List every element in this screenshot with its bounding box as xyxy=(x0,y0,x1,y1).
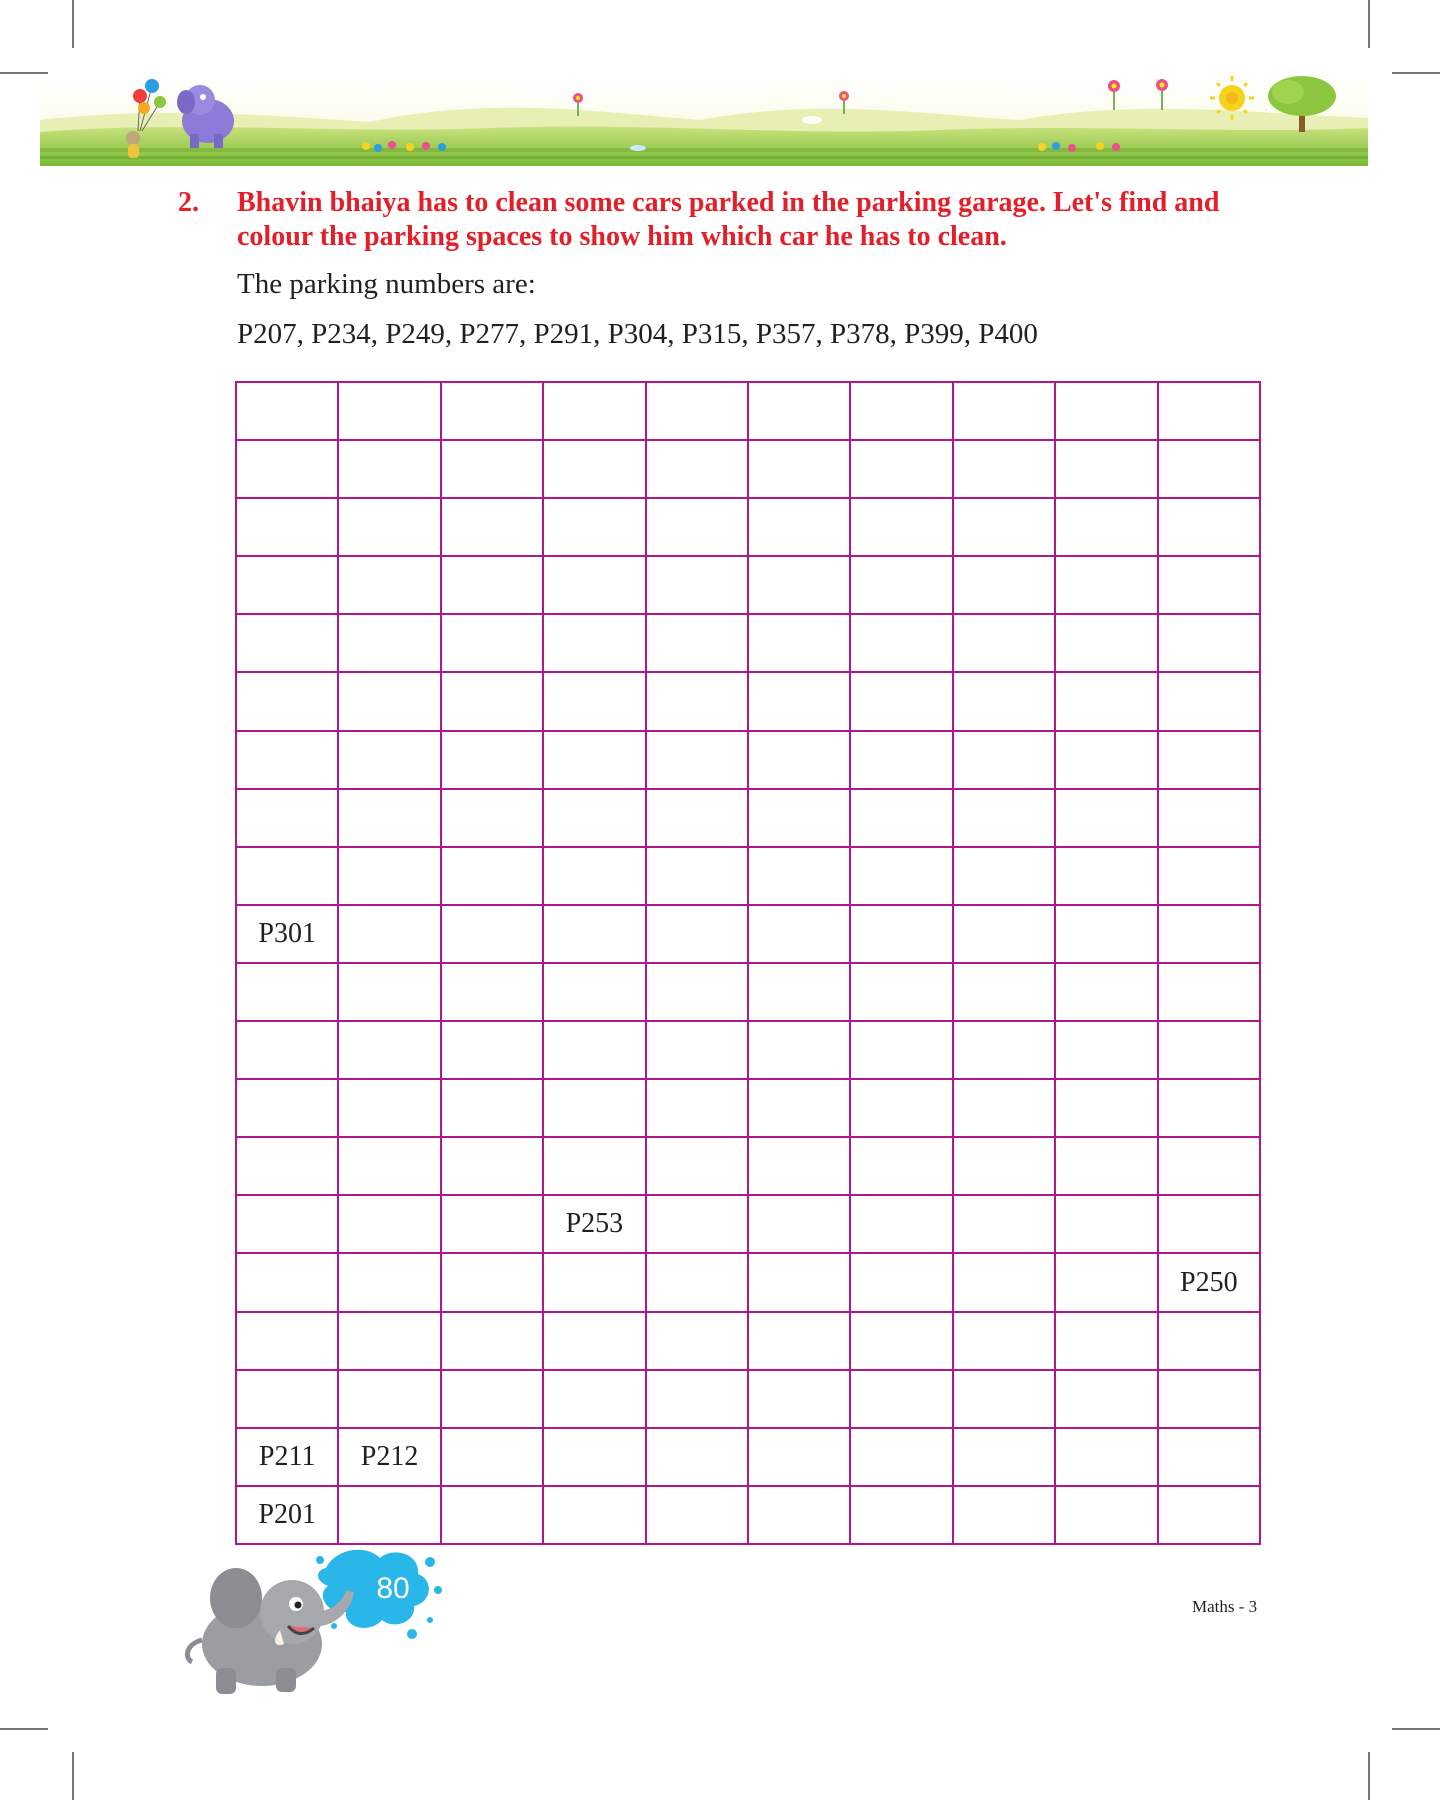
elephant-icon xyxy=(176,1540,446,1700)
parking-space[interactable] xyxy=(237,732,339,790)
parking-space[interactable] xyxy=(339,790,441,848)
parking-space[interactable] xyxy=(442,441,544,499)
parking-space[interactable] xyxy=(1056,1254,1158,1312)
parking-space[interactable] xyxy=(442,1022,544,1080)
parking-space[interactable] xyxy=(851,1429,953,1487)
parking-space[interactable] xyxy=(544,557,646,615)
parking-space[interactable] xyxy=(544,1022,646,1080)
parking-space[interactable] xyxy=(954,383,1056,441)
parking-space[interactable] xyxy=(339,1487,441,1545)
parking-space[interactable] xyxy=(851,1138,953,1196)
parking-space[interactable] xyxy=(954,615,1056,673)
parking-space[interactable] xyxy=(442,790,544,848)
parking-space[interactable] xyxy=(1159,615,1261,673)
parking-space-labeled[interactable] xyxy=(237,1487,339,1545)
intro-text: The parking numbers are: xyxy=(237,268,536,300)
parking-space[interactable] xyxy=(237,557,339,615)
parking-space[interactable] xyxy=(1159,441,1261,499)
parking-space[interactable] xyxy=(647,441,749,499)
parking-space[interactable] xyxy=(954,1371,1056,1429)
parking-space[interactable] xyxy=(851,1371,953,1429)
parking-space[interactable] xyxy=(851,557,953,615)
parking-space[interactable] xyxy=(1159,906,1261,964)
parking-space[interactable] xyxy=(339,964,441,1022)
parking-space[interactable] xyxy=(339,1022,441,1080)
parking-space-labeled[interactable] xyxy=(544,1196,646,1254)
parking-space[interactable] xyxy=(442,1371,544,1429)
crop-mark xyxy=(1368,0,1370,48)
parking-space[interactable] xyxy=(442,615,544,673)
parking-space[interactable] xyxy=(237,848,339,906)
parking-space[interactable] xyxy=(851,1196,953,1254)
parking-space[interactable] xyxy=(749,1254,851,1312)
parking-space[interactable] xyxy=(339,1080,441,1138)
parking-space[interactable] xyxy=(749,1313,851,1371)
parking-space[interactable] xyxy=(544,615,646,673)
parking-space[interactable] xyxy=(851,848,953,906)
parking-space[interactable] xyxy=(954,790,1056,848)
parking-space[interactable] xyxy=(1159,848,1261,906)
crop-mark xyxy=(72,1752,74,1800)
parking-space[interactable] xyxy=(647,1254,749,1312)
parking-space[interactable] xyxy=(851,1487,953,1545)
parking-space[interactable] xyxy=(954,1138,1056,1196)
parking-space[interactable] xyxy=(442,1138,544,1196)
parking-space[interactable] xyxy=(647,673,749,731)
parking-space[interactable] xyxy=(954,499,1056,557)
parking-space[interactable] xyxy=(339,1371,441,1429)
parking-space[interactable] xyxy=(544,1080,646,1138)
parking-space[interactable] xyxy=(749,441,851,499)
parking-space[interactable] xyxy=(544,964,646,1022)
crop-mark xyxy=(72,0,74,48)
parking-space[interactable] xyxy=(954,848,1056,906)
crop-mark xyxy=(0,72,48,74)
parking-space[interactable] xyxy=(339,1313,441,1371)
parking-space[interactable] xyxy=(1056,964,1158,1022)
parking-space[interactable] xyxy=(1159,1313,1261,1371)
parking-space[interactable] xyxy=(851,383,953,441)
parking-space[interactable] xyxy=(1159,1138,1261,1196)
parking-space[interactable] xyxy=(954,1313,1056,1371)
parking-space[interactable] xyxy=(1056,732,1158,790)
parking-space[interactable] xyxy=(544,1487,646,1545)
parking-space[interactable] xyxy=(544,499,646,557)
parking-space[interactable] xyxy=(851,615,953,673)
parking-space[interactable] xyxy=(339,906,441,964)
parking-space[interactable] xyxy=(544,383,646,441)
parking-space[interactable] xyxy=(1159,1080,1261,1138)
parking-space[interactable] xyxy=(1056,557,1158,615)
parking-space[interactable] xyxy=(749,1196,851,1254)
parking-space[interactable] xyxy=(237,790,339,848)
parking-space-label: P201 xyxy=(258,1498,316,1530)
parking-space[interactable] xyxy=(647,557,749,615)
parking-space[interactable] xyxy=(442,1196,544,1254)
parking-space-label: P250 xyxy=(1180,1266,1238,1298)
parking-space[interactable] xyxy=(749,1487,851,1545)
parking-space[interactable] xyxy=(237,964,339,1022)
parking-space[interactable] xyxy=(339,1254,441,1312)
parking-space[interactable] xyxy=(1056,441,1158,499)
parking-space[interactable] xyxy=(749,790,851,848)
parking-space[interactable] xyxy=(647,1080,749,1138)
parking-space-label: P212 xyxy=(360,1440,419,1472)
parking-space[interactable] xyxy=(851,790,953,848)
crop-mark xyxy=(1392,1728,1440,1730)
parking-space[interactable] xyxy=(544,1371,646,1429)
parking-space[interactable] xyxy=(339,732,441,790)
parking-space[interactable] xyxy=(442,1313,544,1371)
parking-space[interactable] xyxy=(544,673,646,731)
parking-space[interactable] xyxy=(749,964,851,1022)
question-text: Bhavin bhaiya has to clean some cars parked in the parking garage. Let's find and colour the parking spaces to show him which car he has to clean. xyxy=(237,187,1220,252)
crop-mark xyxy=(1392,72,1440,74)
parking-space[interactable] xyxy=(749,1138,851,1196)
parking-space[interactable] xyxy=(749,1371,851,1429)
parking-space[interactable] xyxy=(851,964,953,1022)
parking-space[interactable] xyxy=(647,1022,749,1080)
parking-space[interactable] xyxy=(851,1080,953,1138)
parking-space[interactable] xyxy=(1056,1371,1158,1429)
parking-space[interactable] xyxy=(237,1371,339,1429)
parking-space[interactable] xyxy=(237,1254,339,1312)
parking-space[interactable] xyxy=(1159,964,1261,1022)
parking-space[interactable] xyxy=(647,499,749,557)
parking-space[interactable] xyxy=(647,383,749,441)
book-label: Maths - 3 xyxy=(1192,1597,1258,1616)
parking-space[interactable] xyxy=(442,1254,544,1312)
parking-space[interactable] xyxy=(544,906,646,964)
parking-space[interactable] xyxy=(954,1429,1056,1487)
parking-space[interactable] xyxy=(237,1138,339,1196)
parking-space[interactable] xyxy=(442,906,544,964)
parking-space[interactable] xyxy=(1056,1429,1158,1487)
parking-space[interactable] xyxy=(749,906,851,964)
parking-space[interactable] xyxy=(647,848,749,906)
parking-space[interactable] xyxy=(749,1022,851,1080)
parking-space[interactable] xyxy=(1159,383,1261,441)
parking-space[interactable] xyxy=(749,673,851,731)
parking-space[interactable] xyxy=(237,1313,339,1371)
parking-space[interactable] xyxy=(647,1313,749,1371)
crop-mark xyxy=(1368,1752,1370,1800)
parking-space[interactable] xyxy=(647,1196,749,1254)
parking-space[interactable] xyxy=(851,1022,953,1080)
parking-space[interactable] xyxy=(954,673,1056,731)
parking-space[interactable] xyxy=(851,906,953,964)
parking-space[interactable] xyxy=(1056,383,1158,441)
parking-space-labeled[interactable] xyxy=(237,906,339,964)
parking-space[interactable] xyxy=(1056,1487,1158,1545)
parking-space[interactable] xyxy=(954,1487,1056,1545)
parking-space[interactable] xyxy=(237,1196,339,1254)
parking-space[interactable] xyxy=(749,1080,851,1138)
parking-space[interactable] xyxy=(954,1254,1056,1312)
parking-space[interactable] xyxy=(339,383,441,441)
question-number: 2. xyxy=(178,187,199,218)
parking-space[interactable] xyxy=(339,499,441,557)
parking-space[interactable] xyxy=(749,732,851,790)
parking-grid xyxy=(235,381,1261,1545)
parking-space[interactable] xyxy=(339,673,441,731)
parking-space[interactable] xyxy=(544,1313,646,1371)
parking-space[interactable] xyxy=(1159,1196,1261,1254)
parking-space[interactable] xyxy=(339,1138,441,1196)
parking-space[interactable] xyxy=(442,499,544,557)
parking-space[interactable] xyxy=(1159,732,1261,790)
parking-space[interactable] xyxy=(749,848,851,906)
parking-space[interactable] xyxy=(1056,1022,1158,1080)
parking-space[interactable] xyxy=(647,1487,749,1545)
parking-space[interactable] xyxy=(1056,1080,1158,1138)
parking-space-labeled[interactable] xyxy=(339,1429,441,1487)
parking-space[interactable] xyxy=(851,1313,953,1371)
parking-space[interactable] xyxy=(1056,906,1158,964)
parking-space[interactable] xyxy=(237,615,339,673)
parking-space[interactable] xyxy=(647,1371,749,1429)
parking-space[interactable] xyxy=(954,1022,1056,1080)
parking-space[interactable] xyxy=(544,1254,646,1312)
parking-space[interactable] xyxy=(339,848,441,906)
parking-space[interactable] xyxy=(1056,615,1158,673)
parking-space[interactable] xyxy=(851,673,953,731)
parking-space[interactable] xyxy=(339,557,441,615)
parking-space[interactable] xyxy=(647,732,749,790)
parking-space[interactable] xyxy=(442,732,544,790)
parking-space[interactable] xyxy=(749,383,851,441)
parking-space[interactable] xyxy=(1056,499,1158,557)
parking-space[interactable] xyxy=(954,441,1056,499)
parking-space[interactable] xyxy=(647,615,749,673)
parking-space[interactable] xyxy=(544,732,646,790)
parking-space[interactable] xyxy=(339,1196,441,1254)
parking-space[interactable] xyxy=(954,964,1056,1022)
parking-space[interactable] xyxy=(749,557,851,615)
parking-space[interactable] xyxy=(237,673,339,731)
parking-space[interactable] xyxy=(749,499,851,557)
parking-space[interactable] xyxy=(749,615,851,673)
parking-space[interactable] xyxy=(954,906,1056,964)
parking-space[interactable] xyxy=(1056,1313,1158,1371)
parking-space[interactable] xyxy=(954,1196,1056,1254)
parking-space-labeled[interactable] xyxy=(237,1429,339,1487)
parking-space[interactable] xyxy=(1056,790,1158,848)
parking-space[interactable] xyxy=(442,848,544,906)
parking-space[interactable] xyxy=(1159,1371,1261,1429)
parking-space[interactable] xyxy=(1056,848,1158,906)
parking-space[interactable] xyxy=(442,673,544,731)
parking-space[interactable] xyxy=(1159,673,1261,731)
parking-space[interactable] xyxy=(954,1080,1056,1138)
parking-space[interactable] xyxy=(1056,1138,1158,1196)
parking-space[interactable] xyxy=(339,615,441,673)
parking-space-label: P301 xyxy=(258,917,316,949)
parking-space[interactable] xyxy=(442,1429,544,1487)
parking-space-labeled[interactable] xyxy=(1159,1254,1261,1312)
parking-space[interactable] xyxy=(1159,790,1261,848)
parking-space[interactable] xyxy=(237,1022,339,1080)
parking-space[interactable] xyxy=(544,441,646,499)
parking-space[interactable] xyxy=(237,441,339,499)
parking-space[interactable] xyxy=(544,1429,646,1487)
parking-space[interactable] xyxy=(442,1487,544,1545)
header-banner xyxy=(40,76,1368,166)
parking-space[interactable] xyxy=(954,557,1056,615)
parking-space[interactable] xyxy=(1159,1487,1261,1545)
parking-space[interactable] xyxy=(647,1138,749,1196)
parking-space[interactable] xyxy=(1159,1429,1261,1487)
parking-space[interactable] xyxy=(544,848,646,906)
parking-space[interactable] xyxy=(851,499,953,557)
parking-space[interactable] xyxy=(851,441,953,499)
parking-space[interactable] xyxy=(544,790,646,848)
parking-space[interactable] xyxy=(647,790,749,848)
parking-space[interactable] xyxy=(237,1080,339,1138)
parking-space[interactable] xyxy=(442,383,544,441)
parking-space[interactable] xyxy=(544,1138,646,1196)
parking-space[interactable] xyxy=(851,1254,953,1312)
parking-space[interactable] xyxy=(954,732,1056,790)
parking-numbers: P207, P234, P249, P277, P291, P304, P315, P357, P378, P399, P400 xyxy=(237,318,1038,350)
parking-space[interactable] xyxy=(1159,1022,1261,1080)
crop-mark xyxy=(0,1728,48,1730)
page-number: 80 xyxy=(376,1572,410,1605)
parking-space[interactable] xyxy=(749,1429,851,1487)
parking-space[interactable] xyxy=(1056,1196,1158,1254)
parking-space[interactable] xyxy=(1056,673,1158,731)
parking-space[interactable] xyxy=(647,964,749,1022)
parking-space[interactable] xyxy=(442,964,544,1022)
parking-space[interactable] xyxy=(647,1429,749,1487)
parking-space[interactable] xyxy=(851,732,953,790)
parking-space[interactable] xyxy=(1159,499,1261,557)
parking-space[interactable] xyxy=(442,557,544,615)
parking-space[interactable] xyxy=(339,441,441,499)
parking-space-label: P253 xyxy=(565,1208,624,1240)
parking-space-label: P211 xyxy=(258,1440,316,1472)
parking-space[interactable] xyxy=(647,906,749,964)
parking-space[interactable] xyxy=(442,1080,544,1138)
parking-space[interactable] xyxy=(1159,557,1261,615)
parking-space[interactable] xyxy=(237,383,339,441)
parking-space[interactable] xyxy=(237,499,339,557)
